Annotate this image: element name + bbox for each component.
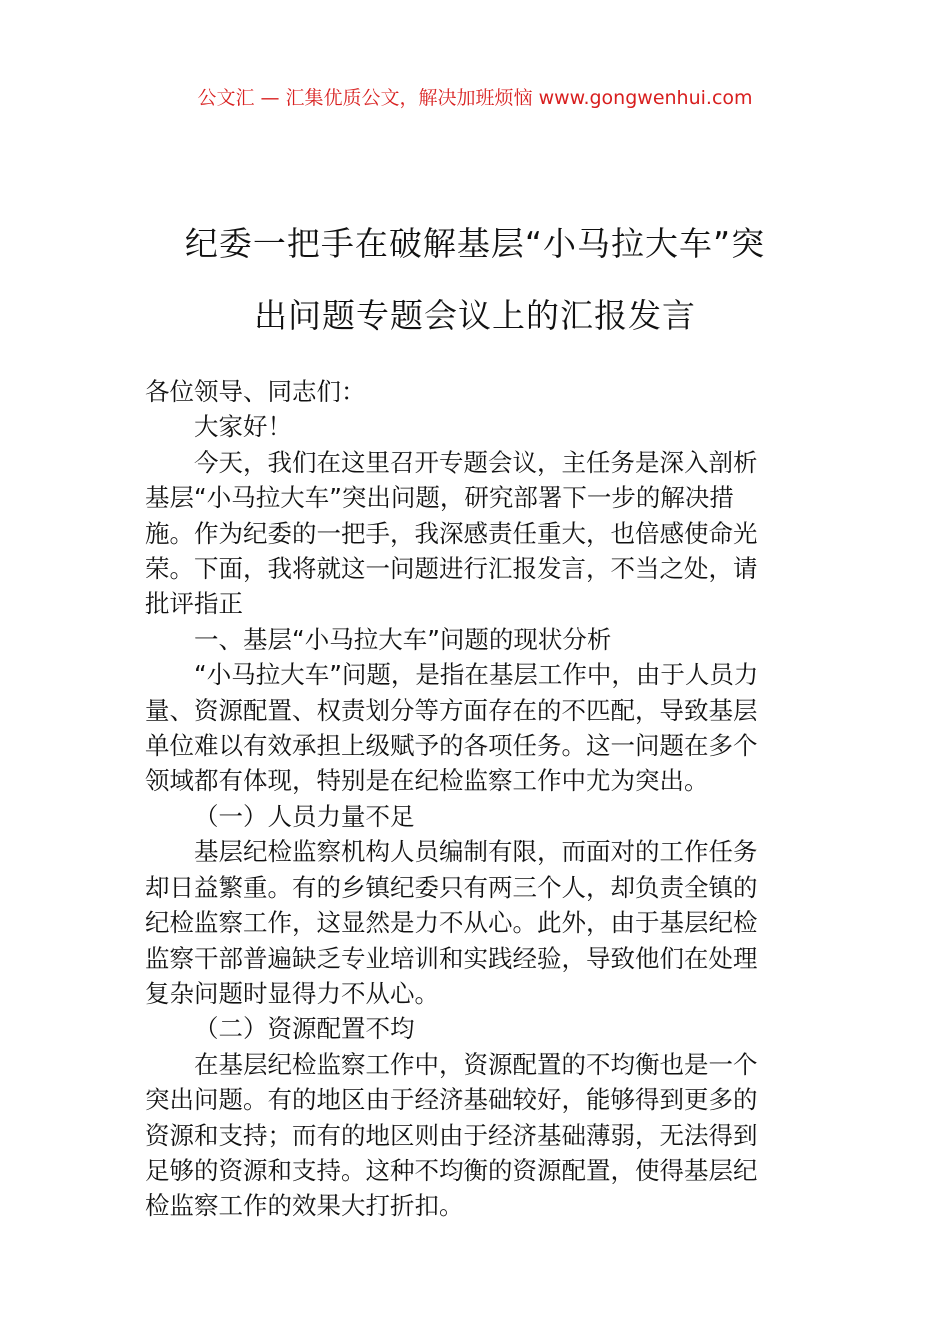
paragraph-line: 在基层纪检监察工作中，资源配置的不均衡也是一个 — [194, 1049, 758, 1079]
paragraph-line: 纪检监察工作，这显然是力不从心。此外，由于基层纪检 — [145, 908, 758, 938]
title-line: 出问题专题会议上的汇报发言 — [254, 296, 696, 335]
paragraph-line: 足够的资源和支持。这种不均衡的资源配置，使得基层纪 — [145, 1155, 758, 1185]
subsection-heading: （一）人员力量不足 — [194, 801, 415, 831]
paragraph-line: 检监察工作的效果大打折扣。 — [145, 1191, 464, 1221]
paragraph-line: 资源和支持；而有的地区则由于经济基础薄弱，无法得到 — [145, 1120, 758, 1150]
salutation: 各位领导、同志们： — [145, 377, 366, 406]
paragraph-line: 今天，我们在这里召开专题会议，主任务是深入剖析 — [194, 447, 758, 477]
paragraph-line: 荣。下面，我将就这一问题进行汇报发言，不当之处，请 — [145, 554, 758, 584]
paragraph-line: 单位难以有效承担上级赋予的各项任务。这一问题在多个 — [145, 731, 758, 761]
site-header-banner: 公文汇 — 汇集优质公文，解决加班烦恼 www.gongwenhui.com — [197, 87, 753, 109]
paragraph-line: “小马拉大车”问题，是指在基层工作中，由于人员力 — [194, 660, 759, 690]
paragraph-line: 突出问题。有的地区由于经济基础较好，能够得到更多的 — [145, 1085, 758, 1115]
paragraph-line: 基层纪检监察机构人员编制有限，而面对的工作任务 — [194, 837, 758, 867]
paragraph-line: 施。作为纪委的一把手，我深感责任重大，也倍感使命光 — [145, 518, 758, 548]
subsection-heading: （二）资源配置不均 — [194, 1014, 415, 1044]
paragraph-line: 批评指正 — [145, 589, 243, 619]
document-title — [0, 208, 950, 352]
paragraph-line: 监察干部普遍缺乏专业培训和实践经验，导致他们在处理 — [145, 943, 758, 973]
title-line: 纪委一把手在破解基层“小马拉大车”突 — [184, 224, 766, 263]
paragraph-line: 量、资源配置、权责划分等方面存在的不匹配，导致基层 — [145, 695, 758, 725]
paragraph-line: 复杂问题时显得力不从心。 — [145, 978, 439, 1008]
greeting: 大家好！ — [194, 412, 292, 442]
document-body — [145, 374, 810, 1224]
paragraph-line: 基层“小马拉大车”突出问题，研究部署下一步的解决措 — [145, 483, 734, 513]
section-heading: 一、基层“小马拉大车”问题的现状分析 — [194, 624, 612, 654]
paragraph-line: 却日益繁重。有的乡镇纪委只有两三个人，却负责全镇的 — [145, 872, 758, 902]
paragraph-line: 领域都有体现，特别是在纪检监察工作中尤为突出。 — [145, 766, 709, 796]
